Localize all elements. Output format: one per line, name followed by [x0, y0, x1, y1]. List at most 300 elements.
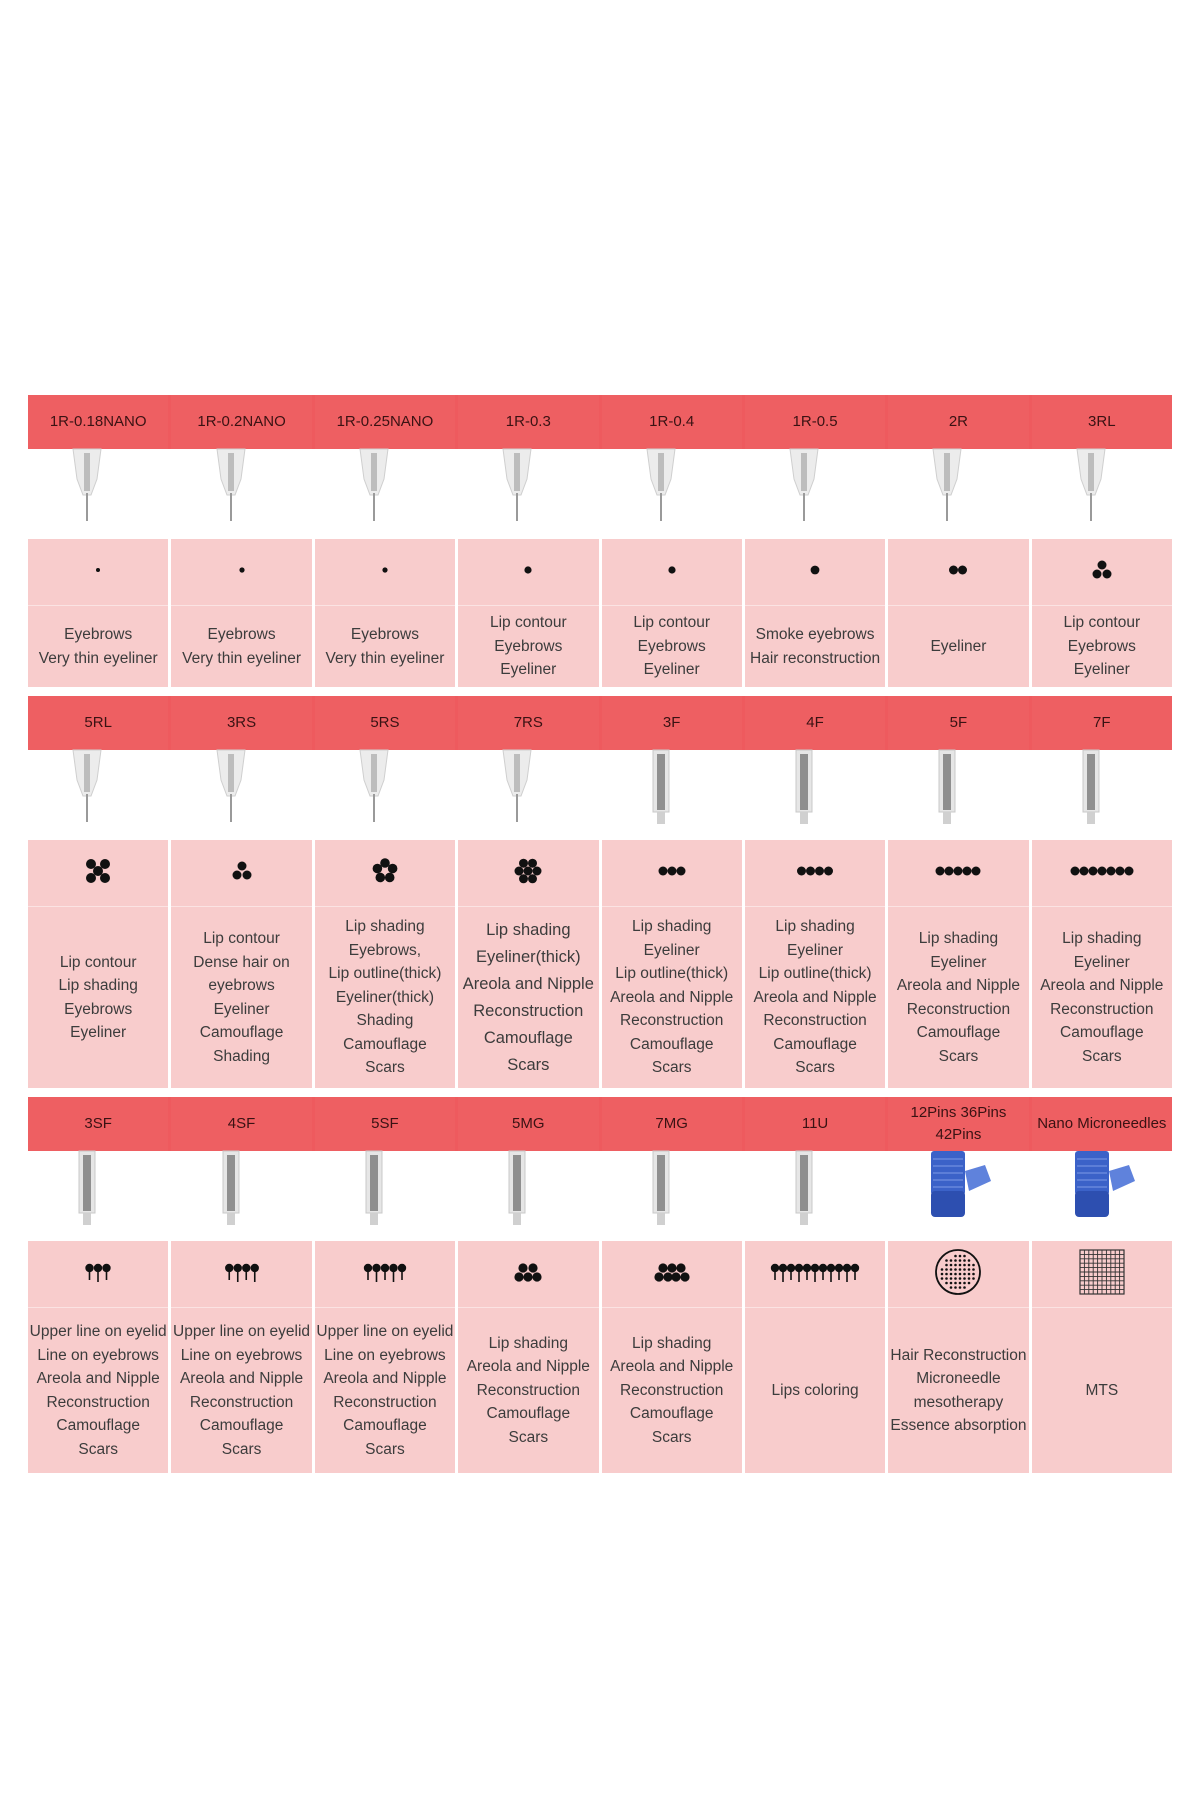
- pattern-dot: [797, 867, 806, 876]
- info-row: [28, 1241, 1172, 1473]
- usage-item: Eyeliner: [930, 953, 987, 971]
- needle-core: [944, 453, 950, 491]
- pattern-ring: [936, 1250, 980, 1294]
- pattern-dot: [964, 1286, 967, 1289]
- usage-item: Eyebrows: [207, 626, 276, 643]
- usage-item: Lip shading: [632, 918, 712, 936]
- needle-code-label: 5MG: [458, 1097, 598, 1151]
- pattern-dot: [239, 567, 244, 572]
- needle-cartridge-icon: [1063, 449, 1141, 529]
- pattern-dot: [1115, 867, 1124, 876]
- needle-flat-icon: [203, 1151, 281, 1231]
- pattern-x-5-icon: [68, 851, 128, 895]
- usage-item: Scars: [221, 1440, 262, 1458]
- usage-item: Line on eyebrows: [37, 1346, 159, 1364]
- pattern-dot: [671, 1272, 680, 1281]
- pattern-tri-3-icon: [1072, 550, 1132, 594]
- pattern-dot: [519, 1263, 528, 1272]
- needle-image: [1032, 449, 1172, 539]
- pattern-dot: [955, 1277, 958, 1280]
- pattern-line-5-icon: [928, 851, 988, 895]
- usage-list: [325, 606, 444, 687]
- pattern-dot: [964, 1268, 967, 1271]
- pattern-pin-11-icon: [785, 1252, 845, 1296]
- usage-item: Eyeliner(thick): [476, 947, 581, 966]
- usage-list: [1085, 1308, 1118, 1473]
- needle-core: [513, 1155, 521, 1211]
- usage-item: Shading: [213, 1047, 270, 1065]
- pattern-area: [28, 840, 168, 907]
- needle-info-cell: [745, 539, 885, 687]
- needle-core: [371, 754, 377, 792]
- usage-item: Reconstruction: [619, 1381, 724, 1399]
- pattern-square-grid-icon: [1072, 1252, 1132, 1296]
- usage-item: Eyeliner(thick): [335, 988, 435, 1006]
- needle-core: [1087, 754, 1095, 810]
- usage-item: Camouflage: [199, 1417, 284, 1434]
- needle-cartridge-icon: [59, 449, 137, 529]
- usage-item: Areola and Nipple: [1040, 977, 1164, 994]
- needle-cartridge-icon: [346, 750, 424, 830]
- needle-code-label: 1R-0.5: [745, 395, 885, 449]
- needle-code-label: 5SF: [315, 1097, 455, 1151]
- pattern-area: [745, 1241, 885, 1308]
- needle-info-cell: [315, 1241, 455, 1473]
- usage-item: Hair Reconstruction: [890, 1346, 1027, 1364]
- needle-info-cell: [1032, 1241, 1172, 1473]
- usage-list: [753, 907, 876, 1088]
- usage-item: Eyebrows: [64, 626, 133, 643]
- usage-item: Camouflage: [629, 1035, 714, 1053]
- info-row: [28, 539, 1172, 687]
- pattern-area: [458, 840, 598, 907]
- pattern-dot: [968, 1277, 971, 1280]
- pattern-dot: [242, 871, 251, 880]
- needle-tip: [227, 1213, 235, 1225]
- usage-item: Areola and Nipple: [610, 988, 734, 1006]
- pattern-dot: [959, 1286, 962, 1289]
- usage-item: Areola and Nipple: [753, 988, 877, 1006]
- needle-code-label: 4SF: [171, 1097, 311, 1151]
- pattern-dot: [946, 1259, 949, 1262]
- usage-list: [1040, 907, 1163, 1088]
- usage-item: Areola and Nipple: [896, 977, 1021, 994]
- usage-list: [890, 1308, 1026, 1473]
- pattern-dot: [955, 1264, 958, 1267]
- pattern-area: [315, 539, 455, 606]
- usage-item: Reconstruction: [763, 1012, 867, 1030]
- needle-tip: [800, 812, 808, 824]
- needle-core: [227, 1155, 235, 1211]
- pattern-dot: [958, 566, 967, 575]
- pattern-dot: [1097, 867, 1106, 876]
- pattern-dot: [959, 1264, 962, 1267]
- pattern-dot-md-icon: [642, 550, 702, 594]
- usage-list: [750, 606, 880, 687]
- usage-item: Very thin eyeliner: [38, 649, 158, 667]
- usage-item: Eyeliner: [930, 637, 987, 655]
- usage-item: Lip shading: [1062, 930, 1142, 947]
- pattern-area: [888, 539, 1028, 606]
- needle-info-cell: [745, 840, 885, 1088]
- pattern-dot: [964, 1259, 967, 1262]
- usage-item: Line on eyebrows: [180, 1346, 303, 1364]
- usage-item: Areola and Nipple: [462, 974, 594, 993]
- needle-info-cell: [1032, 539, 1172, 687]
- pattern-dot: [232, 871, 241, 880]
- needle-core: [83, 1155, 91, 1211]
- usage-list: [633, 606, 710, 687]
- needle-core: [371, 453, 377, 491]
- pattern-cluster-7-icon: [498, 851, 558, 895]
- needle-core: [370, 1155, 378, 1211]
- pattern-dot: [955, 1259, 958, 1262]
- pattern-dot: [973, 1277, 976, 1280]
- needle-core: [658, 453, 664, 491]
- needle-code-label: 7RS: [458, 696, 598, 750]
- pattern-dot: [1097, 561, 1106, 570]
- needle-info-cell: [28, 1241, 168, 1473]
- needle-info-cell: [28, 840, 168, 1088]
- needle-tip: [1087, 812, 1095, 824]
- usage-item: Essence absorption: [890, 1417, 1027, 1434]
- pattern-dot: [1124, 867, 1133, 876]
- needle-image: [315, 449, 455, 539]
- usage-item: Lip outline(thick): [328, 965, 442, 983]
- usage-item: Smoke eyebrows: [755, 626, 875, 643]
- pattern-mg-7-icon: [642, 1252, 702, 1296]
- pattern-dot: [964, 1264, 967, 1267]
- pattern-dot: [93, 866, 103, 876]
- needle-code-label: 5RL: [28, 696, 168, 750]
- needle-image: [315, 750, 455, 840]
- needle-code-label: 3F: [602, 696, 742, 750]
- needle-flat-icon: [59, 1151, 137, 1231]
- pattern-dot: [658, 1263, 667, 1272]
- needle-code-label: 7MG: [602, 1097, 742, 1151]
- pattern-dot: [964, 1273, 967, 1276]
- pattern-dot: [946, 1268, 949, 1271]
- usage-item: Line on eyebrows: [324, 1346, 446, 1364]
- needle-code-label: 7F: [1032, 696, 1172, 750]
- needle-code-label: Nano Microneedles: [1032, 1097, 1172, 1151]
- needle-core: [800, 1155, 808, 1211]
- needle-flat-icon: [633, 750, 711, 830]
- needle-image: [171, 449, 311, 539]
- pattern-dot: [959, 1259, 962, 1262]
- needle-info-cell: [315, 840, 455, 1088]
- usage-list: [897, 907, 1020, 1088]
- usage-list: [772, 1308, 859, 1473]
- pattern-dot-sm-icon: [212, 550, 272, 594]
- usage-item: Lip shading: [632, 1334, 712, 1352]
- pattern-dot: [968, 1268, 971, 1271]
- pattern-dot: [680, 1272, 689, 1281]
- pattern-dot: [528, 859, 537, 868]
- needle-code-label: 12Pins 36Pins 42Pins: [888, 1097, 1028, 1151]
- pattern-area: [1032, 840, 1172, 907]
- pattern-dot: [824, 867, 833, 876]
- usage-item: Reconstruction: [619, 1012, 724, 1030]
- needle-code-label: 1R-0.2NANO: [171, 395, 311, 449]
- usage-item: Camouflage: [916, 1024, 1001, 1041]
- usage-item: Camouflage: [1060, 1024, 1144, 1041]
- pattern-area: [1032, 1241, 1172, 1308]
- needle-flat-icon: [919, 750, 997, 830]
- usage-item: Lip shading: [58, 977, 138, 994]
- pattern-dot: [973, 1273, 976, 1276]
- pattern-dot: [96, 568, 100, 572]
- usage-list: [30, 1308, 167, 1473]
- usage-item: Reconstruction: [189, 1393, 294, 1411]
- needle-tip: [370, 1213, 378, 1225]
- usage-item: Areola and Nipple: [179, 1370, 304, 1387]
- needle-core: [943, 754, 951, 810]
- usage-item: Lip contour: [633, 614, 711, 632]
- needle-core: [800, 754, 808, 810]
- usage-item: Lip shading: [918, 930, 999, 947]
- needle-image: [28, 1151, 168, 1241]
- usage-item: Eyebrows: [64, 1000, 133, 1018]
- usage-item: Eyeliner: [70, 1024, 127, 1041]
- usage-item: Lip contour: [203, 930, 280, 947]
- needle-image: [28, 750, 168, 840]
- header-row: [28, 395, 1172, 449]
- cap-wing: [1109, 1165, 1135, 1191]
- pattern-area: [888, 1241, 1028, 1308]
- usage-list: [182, 606, 301, 687]
- pattern-dot: [946, 1282, 949, 1285]
- pattern-dot: [806, 867, 815, 876]
- needle-info-cell: [458, 1241, 598, 1473]
- pattern-dot: [946, 1264, 949, 1267]
- needle-cartridge-icon: [346, 449, 424, 529]
- pattern-area: [171, 1241, 311, 1308]
- needle-flat-icon: [776, 750, 854, 830]
- pattern-pin-5-icon: [355, 1252, 415, 1296]
- usage-item: Scars: [938, 1047, 979, 1065]
- pattern-dot: [667, 1263, 676, 1272]
- usage-item: Hair reconstruction: [750, 649, 881, 667]
- usage-item: Eyeliner: [1073, 953, 1130, 971]
- pattern-line-7-icon: [1072, 851, 1132, 895]
- usage-item: Areola and Nipple: [610, 1358, 734, 1376]
- needle-info-cell: [458, 539, 598, 687]
- usage-item: Scars: [651, 1428, 692, 1446]
- usage-item: Eyebrows,: [348, 941, 422, 959]
- usage-item: Microneedle: [916, 1370, 1001, 1387]
- pattern-dot: [375, 873, 385, 883]
- needle-image: [602, 750, 742, 840]
- pattern-dot: [955, 1282, 958, 1285]
- needle-cartridge-icon: [59, 750, 137, 830]
- usage-item: Upper line on eyelid: [173, 1323, 311, 1340]
- needle-info-cell: [458, 840, 598, 1088]
- usage-item: Eyeliner: [213, 1000, 270, 1018]
- needle-image: [888, 449, 1028, 539]
- pattern-dot: [950, 1264, 953, 1267]
- pattern-dot: [676, 867, 685, 876]
- pattern-dot: [663, 1272, 672, 1281]
- needle-code-label: 3RL: [1032, 395, 1172, 449]
- needle-tip: [657, 812, 665, 824]
- needle-cartridge-icon: [203, 449, 281, 529]
- usage-item: Eyeliner: [787, 941, 844, 959]
- needle-image: [28, 449, 168, 539]
- usage-item: Lip outline(thick): [615, 965, 729, 983]
- pattern-mg-5-icon: [498, 1252, 558, 1296]
- pattern-dot: [524, 867, 533, 876]
- needle-info-cell: [171, 1241, 311, 1473]
- pattern-area: [315, 840, 455, 907]
- usage-item: Lip outline(thick): [758, 965, 872, 983]
- usage-item: Eyeliner: [1073, 661, 1130, 679]
- needle-code-label: 3SF: [28, 1097, 168, 1151]
- pattern-dot: [388, 864, 398, 874]
- usage-item: Scars: [365, 1059, 405, 1077]
- needle-image-row: [28, 449, 1172, 539]
- needle-info-cell: [28, 539, 168, 687]
- usage-item: Eyebrows: [637, 637, 706, 655]
- usage-item: Upper line on eyelid: [316, 1323, 454, 1340]
- pattern-area: [171, 840, 311, 907]
- needle-flat-icon: [346, 1151, 424, 1231]
- usage-item: Camouflage: [343, 1417, 427, 1434]
- usage-item: Eyeliner: [643, 661, 700, 679]
- pattern-dot: [1092, 570, 1101, 579]
- pattern-dot: [959, 1277, 962, 1280]
- usage-item: Camouflage: [486, 1405, 571, 1423]
- info-row: [28, 840, 1172, 1088]
- needle-info-cell: [602, 840, 742, 1088]
- pattern-flower-5-icon: [355, 851, 415, 895]
- usage-item: Upper line on eyelid: [29, 1323, 167, 1340]
- needle-core: [228, 754, 234, 792]
- pattern-dot: [959, 1255, 962, 1258]
- usage-item: Reconstruction: [333, 1393, 437, 1411]
- pattern-dot: [1106, 867, 1115, 876]
- needle-image-row: [28, 1151, 1172, 1241]
- pattern-dot: [815, 867, 824, 876]
- pattern-area: [28, 539, 168, 606]
- pattern-dot: [954, 867, 963, 876]
- needle-image-row: [28, 750, 1172, 840]
- needle-flat-icon: [1063, 750, 1141, 830]
- needle-blue-icon: [919, 1151, 997, 1231]
- pattern-area: [458, 1241, 598, 1308]
- pattern-area: [315, 1241, 455, 1308]
- needle-core: [228, 453, 234, 491]
- pattern-dots-2-icon: [928, 550, 988, 594]
- pattern-dot: [955, 1273, 958, 1276]
- usage-list: [59, 907, 138, 1088]
- needle-image: [602, 449, 742, 539]
- needle-core: [1088, 453, 1094, 491]
- pattern-area: [888, 840, 1028, 907]
- usage-list: [329, 907, 442, 1088]
- pattern-dot: [973, 1268, 976, 1271]
- pattern-dot: [968, 1264, 971, 1267]
- pattern-dot: [959, 1273, 962, 1276]
- usage-item: Scars: [508, 1428, 549, 1446]
- pattern-dot: [968, 1259, 971, 1262]
- pattern-dot: [382, 567, 387, 572]
- usage-item: Scars: [795, 1059, 835, 1077]
- pattern-line-3-icon: [642, 851, 702, 895]
- usage-item: Dense hair on eyebrows: [193, 953, 290, 994]
- pattern-dot: [525, 566, 532, 573]
- pattern-area: [602, 840, 742, 907]
- needle-info-cell: [171, 539, 311, 687]
- cap-head: [931, 1191, 965, 1217]
- pattern-dot: [528, 874, 537, 883]
- pattern-dot: [1070, 867, 1079, 876]
- header-row: [28, 696, 1172, 750]
- pattern-dot: [936, 867, 945, 876]
- needle-blue-icon: [1063, 1151, 1141, 1231]
- needle-flat-icon: [633, 1151, 711, 1231]
- usage-item: Camouflage: [773, 1035, 857, 1053]
- pattern-dot: [667, 867, 676, 876]
- needle-chart: [28, 395, 1172, 1482]
- cap-head: [1075, 1191, 1109, 1217]
- usage-list: [173, 1308, 310, 1473]
- usage-item: Scars: [1081, 1047, 1122, 1065]
- pattern-line-4-icon: [785, 851, 845, 895]
- pattern-dot: [1088, 867, 1097, 876]
- pattern-area: [28, 1241, 168, 1308]
- pattern-dot: [515, 1272, 524, 1281]
- needle-core: [84, 754, 90, 792]
- pattern-dot: [946, 1273, 949, 1276]
- needle-code-label: 4F: [745, 696, 885, 750]
- pattern-dot: [373, 864, 383, 874]
- usage-item: Areola and Nipple: [36, 1370, 160, 1387]
- usage-item: Camouflage: [56, 1417, 140, 1434]
- pattern-dot: [950, 1259, 953, 1262]
- usage-item: Lip shading: [345, 918, 425, 936]
- needle-info-cell: [602, 539, 742, 687]
- pattern-dot: [941, 1273, 944, 1276]
- needle-cartridge-icon: [489, 449, 567, 529]
- needle-core: [514, 754, 520, 792]
- usage-item: Scars: [78, 1440, 118, 1458]
- usage-item: Very thin eyeliner: [325, 649, 445, 667]
- pattern-dot: [968, 1273, 971, 1276]
- pattern-dot: [385, 873, 395, 883]
- needle-image: [458, 750, 598, 840]
- usage-item: Eyebrows: [350, 626, 419, 643]
- pattern-dot: [950, 1268, 953, 1271]
- pattern-dot: [955, 1268, 958, 1271]
- needle-info-cell: [315, 539, 455, 687]
- needle-image: [1032, 1151, 1172, 1241]
- pattern-dot: [654, 1272, 663, 1281]
- pattern-pin-4-icon: [212, 1252, 272, 1296]
- needle-image: [745, 1151, 885, 1241]
- pattern-dot: [519, 859, 528, 868]
- pattern-dot: [668, 566, 675, 573]
- pattern-dot: [959, 1268, 962, 1271]
- pattern-area: [745, 840, 885, 907]
- usage-item: mesotherapy: [913, 1393, 1004, 1411]
- pattern-dot: [955, 1255, 958, 1258]
- usage-item: Lip contour: [59, 953, 137, 971]
- usage-item: Scars: [507, 1055, 550, 1074]
- pattern-dot: [949, 566, 958, 575]
- pattern-dot: [963, 867, 972, 876]
- usage-item: Reconstruction: [473, 1001, 584, 1020]
